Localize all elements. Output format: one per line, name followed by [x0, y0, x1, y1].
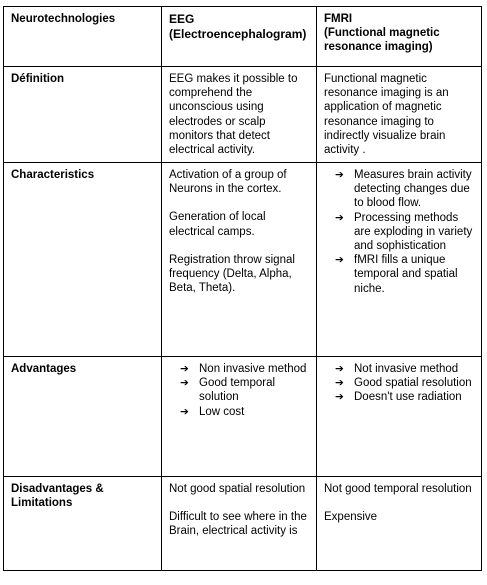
header-cell-eeg — [162, 7, 317, 67]
header-fmri-subtitle: (Functional magnetic resonance imaging) — [324, 27, 440, 54]
advantages-fmri-cell — [317, 357, 482, 477]
definition-row — [4, 67, 482, 163]
list-item — [169, 405, 311, 419]
list-item-text: Good temporal solution — [199, 377, 276, 404]
characteristics-fmri-list — [324, 168, 476, 296]
characteristics-label-cell — [4, 163, 162, 357]
advantages-label: Advantages — [11, 363, 77, 375]
definition-label: Définition — [11, 73, 65, 85]
arrow-bullet-icon: ➔ — [180, 377, 189, 390]
definition-eeg-cell — [162, 67, 317, 163]
arrow-bullet-icon: ➔ — [180, 405, 189, 418]
disadvantages-eeg-paragraph: Not good spatial resolution — [169, 483, 306, 495]
disadvantages-label-cell — [4, 477, 162, 571]
comparison-table — [3, 6, 482, 571]
definition-fmri-cell — [317, 67, 482, 163]
header-cell-neurotechnologies — [4, 7, 162, 67]
arrow-bullet-icon: ➔ — [335, 211, 344, 224]
disadvantages-fmri-paragraph: Not good temporal resolution — [324, 483, 472, 495]
list-item-text: Processing methods are exploding in variety and sophistication — [354, 211, 473, 253]
arrow-bullet-icon: ➔ — [335, 391, 344, 404]
characteristics-eeg-cell — [162, 163, 317, 357]
list-item — [324, 376, 476, 390]
characteristics-fmri-cell — [317, 163, 482, 357]
list-item — [324, 168, 476, 211]
characteristics-label: Characteristics — [11, 169, 95, 181]
list-item-text: fMRI fills a unique temporal and spatial niche. — [354, 254, 458, 295]
list-item-text: Good spatial resolution — [354, 377, 472, 390]
definition-fmri-text: Functional magnetic resonance imaging is an application of magnetic resonance imaging to indirectly visualize brain activity . — [324, 73, 449, 157]
definition-label-cell — [4, 67, 162, 163]
arrow-bullet-icon: ➔ — [335, 254, 344, 267]
list-item — [169, 376, 311, 404]
list-item-text: Low cost — [199, 405, 245, 418]
list-item-text: Doesn't use radiation — [354, 391, 462, 404]
list-item-text: Measures brain activity detecting changes due to blood flow. — [354, 169, 472, 210]
disadvantages-eeg-cell — [162, 477, 317, 571]
arrow-bullet-icon: ➔ — [335, 169, 344, 181]
advantages-fmri-list — [324, 362, 476, 405]
disadvantages-row — [4, 477, 482, 571]
characteristics-eeg-paragraph: Generation of local electrical camps. — [169, 211, 266, 238]
header-label-neurotechnologies: Neurotechnologies — [11, 13, 116, 25]
advantages-label-cell — [4, 357, 162, 477]
header-eeg-subtitle: (Electroencephalogram) — [169, 26, 307, 41]
header-row — [4, 7, 482, 67]
disadvantages-label: Disadvantages & Limitations — [11, 483, 104, 510]
header-eeg-title: EEG — [169, 12, 195, 26]
definition-eeg-text: EEG makes it possible to comprehend the unconscious using electrodes or scalp monitors that detect electrical activity. — [169, 73, 298, 157]
list-item — [324, 390, 476, 404]
characteristics-eeg-paragraph: Registration throw signal frequency (Delta, Alpha, Beta, Theta). — [169, 253, 295, 295]
arrow-bullet-icon: ➔ — [335, 377, 344, 390]
advantages-row — [4, 357, 482, 477]
list-item — [324, 211, 476, 254]
header-cell-fmri — [317, 7, 482, 67]
disadvantages-eeg-paragraph: Difficult to see where in the Brain, electrical activity is — [169, 511, 307, 538]
list-item-text: Not invasive method — [354, 363, 459, 375]
arrow-bullet-icon: ➔ — [335, 363, 344, 375]
characteristics-eeg-paragraph: Activation of a group of Neurons in the cortex. — [169, 169, 287, 196]
disadvantages-fmri-paragraph: Expensive — [324, 511, 378, 524]
characteristics-row — [4, 163, 482, 357]
arrow-bullet-icon: ➔ — [180, 363, 189, 375]
disadvantages-fmri-cell — [317, 477, 482, 571]
list-item-text: Non invasive method — [199, 363, 307, 375]
advantages-eeg-list — [169, 362, 311, 419]
advantages-eeg-cell — [162, 357, 317, 477]
list-item — [169, 362, 311, 376]
list-item — [324, 362, 476, 376]
list-item — [324, 253, 476, 296]
header-fmri-title: FMRI — [324, 13, 353, 25]
